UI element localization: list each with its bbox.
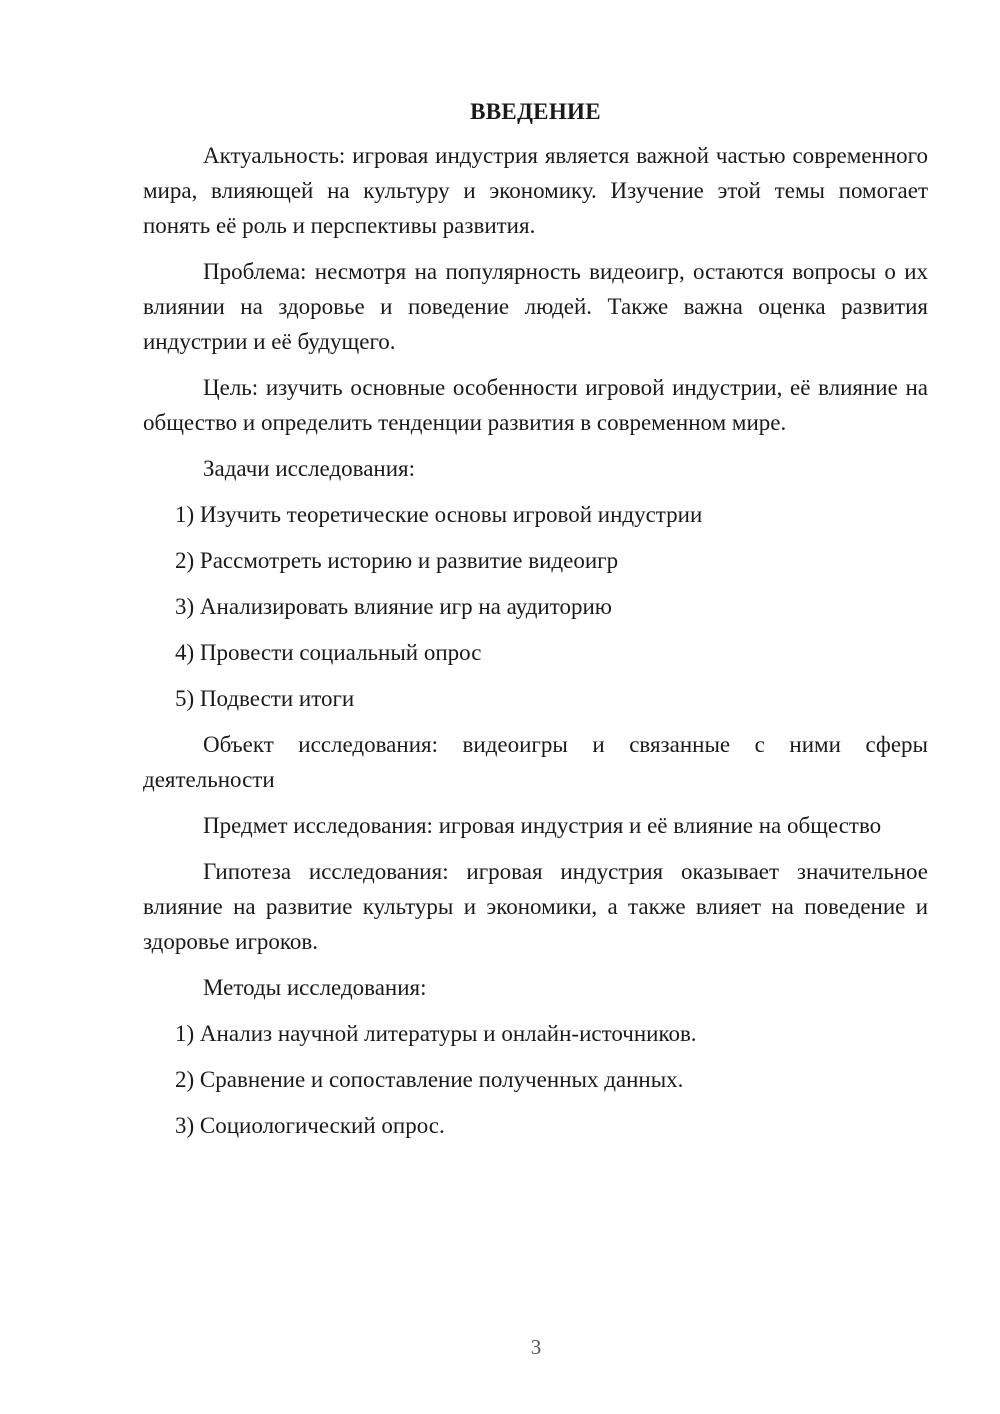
page-number: 3 bbox=[530, 1335, 542, 1359]
list-item: 3) Социологический опрос. bbox=[175, 1113, 445, 1138]
list-item: 3) Анализировать влияние игр на аудиторию bbox=[175, 594, 612, 619]
section-title: ВВЕДЕНИЕ bbox=[470, 99, 601, 124]
methods-list bbox=[143, 1016, 928, 1143]
relevance-paragraph: Актуальность: игровая индустрия является важной частью современного мира, влияющей на культуру и экономику. Изучение этой темы помогает понять её роль и перспективы развития. bbox=[143, 143, 928, 238]
tasks-label: Задачи исследования: bbox=[203, 456, 416, 481]
list-item: 1) Анализ научной литературы и онлайн-источников. bbox=[175, 1021, 697, 1046]
subject-paragraph: Предмет исследования: игровая индустрия и её влияние на общество bbox=[203, 813, 882, 838]
problem-paragraph: Проблема: несмотря на популярность видеоигр, остаются вопросы о их влиянии на здоровье и поведение людей. Также важна оценка развития индустрии и её будущего. bbox=[143, 259, 928, 354]
hypothesis-paragraph: Гипотеза исследования: игровая индустрия оказывает значительное влияние на развитие культуры и экономики, а также влияет на поведение и здоровье игроков. bbox=[143, 859, 928, 954]
list-item: 5) Подвести итоги bbox=[175, 686, 355, 711]
list-item: 2) Рассмотреть историю и развитие видеоигр bbox=[175, 548, 619, 573]
list-item: 2) Сравнение и сопоставление полученных данных. bbox=[175, 1067, 684, 1092]
goal-paragraph: Цель: изучить основные особенности игровой индустрии, её влияние на общество и определить тенденции развития в современном мире. bbox=[143, 375, 928, 435]
page-content bbox=[143, 96, 928, 1154]
tasks-list bbox=[143, 497, 928, 716]
methods-label: Методы исследования: bbox=[203, 975, 427, 1000]
object-paragraph: Объект исследования: видеоигры и связанные с ними сферы деятельности bbox=[143, 732, 928, 792]
list-item: 4) Провести социальный опрос bbox=[175, 640, 482, 665]
list-item: 1) Изучить теоретические основы игровой индустрии bbox=[175, 502, 703, 527]
